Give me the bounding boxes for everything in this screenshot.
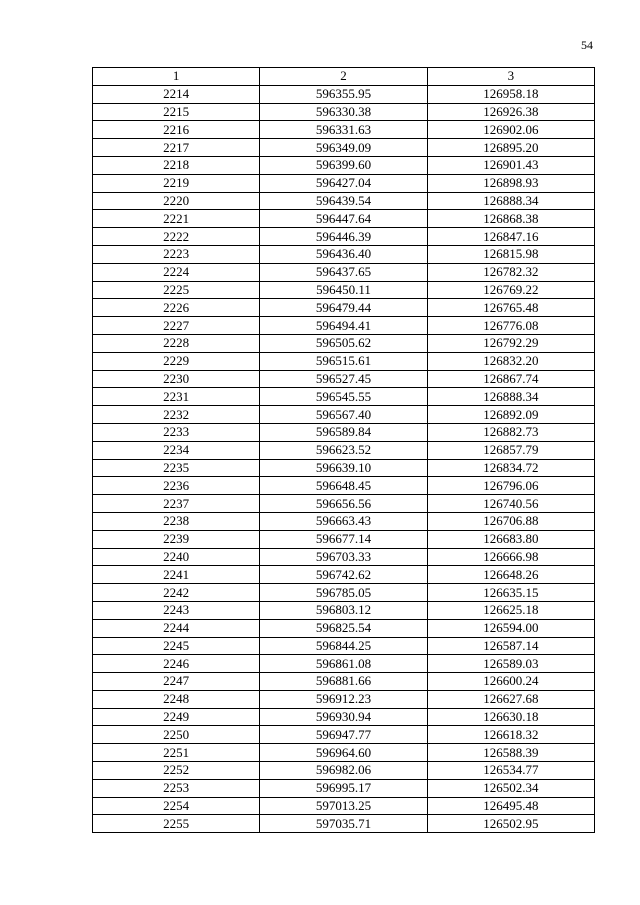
table-cell-col-1: 2242: [93, 584, 260, 602]
table-cell-col-3: 126765.48: [427, 299, 594, 317]
table-cell-col-2: 596881.66: [260, 673, 427, 691]
table-row: [93, 673, 595, 691]
table-cell-col-3: 126782.32: [427, 263, 594, 281]
table-cell-col-2: 596479.44: [260, 299, 427, 317]
table-cell-col-2: 596930.94: [260, 708, 427, 726]
table-cell-col-2: 596648.45: [260, 477, 427, 495]
table-cell-col-2: 596505.62: [260, 334, 427, 352]
table-cell-col-1: 2224: [93, 263, 260, 281]
table-cell-col-1: 2250: [93, 726, 260, 744]
table-cell-col-1: 2253: [93, 779, 260, 797]
table-cell-col-2: 596447.64: [260, 210, 427, 228]
table-cell-col-2: 596947.77: [260, 726, 427, 744]
table-cell-col-1: 2234: [93, 441, 260, 459]
table-cell-col-1: 2228: [93, 334, 260, 352]
table-cell-col-3: 126630.18: [427, 708, 594, 726]
table-cell-col-3: 126888.34: [427, 192, 594, 210]
table-cell-col-2: 596436.40: [260, 245, 427, 263]
table-cell-col-3: 126815.98: [427, 245, 594, 263]
table-cell-col-3: 126796.06: [427, 477, 594, 495]
table-row: [93, 263, 595, 281]
table-cell-col-1: 2238: [93, 512, 260, 530]
table-cell-col-2: 596803.12: [260, 601, 427, 619]
table-cell-col-3: 126832.20: [427, 352, 594, 370]
table-cell-col-1: 2237: [93, 495, 260, 513]
table-row: [93, 530, 595, 548]
table-cell-col-1: 2231: [93, 388, 260, 406]
table-cell-col-3: 126589.03: [427, 655, 594, 673]
table-row: [93, 245, 595, 263]
column-header-1: 1: [93, 68, 260, 86]
table-cell-col-1: 2232: [93, 406, 260, 424]
table-row: [93, 512, 595, 530]
table-cell-col-2: 597035.71: [260, 815, 427, 833]
table-cell-col-3: 126776.08: [427, 317, 594, 335]
table-cell-col-1: 2248: [93, 690, 260, 708]
table-row: [93, 637, 595, 655]
table-cell-col-1: 2218: [93, 156, 260, 174]
table-cell-col-2: 596330.38: [260, 103, 427, 121]
table-cell-col-1: 2221: [93, 210, 260, 228]
table-cell-col-3: 126648.26: [427, 566, 594, 584]
table-cell-col-3: 126706.88: [427, 512, 594, 530]
table-cell-col-3: 126635.15: [427, 584, 594, 602]
table-cell-col-1: 2254: [93, 797, 260, 815]
table-row: [93, 388, 595, 406]
table-row: [93, 726, 595, 744]
table-cell-col-1: 2236: [93, 477, 260, 495]
table-cell-col-3: 126534.77: [427, 762, 594, 780]
table-cell-col-3: 126588.39: [427, 744, 594, 762]
table-cell-col-1: 2215: [93, 103, 260, 121]
table-row: [93, 548, 595, 566]
table-cell-col-1: 2219: [93, 174, 260, 192]
table-row: [93, 228, 595, 246]
table-cell-col-1: 2243: [93, 601, 260, 619]
table-cell-col-1: 2255: [93, 815, 260, 833]
table-cell-col-2: 596494.41: [260, 317, 427, 335]
table-row: [93, 174, 595, 192]
table-cell-col-3: 126898.93: [427, 174, 594, 192]
table-cell-col-2: 596677.14: [260, 530, 427, 548]
table-cell-col-1: 2252: [93, 762, 260, 780]
table-cell-col-2: 596545.55: [260, 388, 427, 406]
table-cell-col-2: 596399.60: [260, 156, 427, 174]
table-cell-col-1: 2226: [93, 299, 260, 317]
table-cell-col-3: 126882.73: [427, 423, 594, 441]
table-row: [93, 103, 595, 121]
table-cell-col-2: 596515.61: [260, 352, 427, 370]
table-row: [93, 281, 595, 299]
table-cell-col-2: 596450.11: [260, 281, 427, 299]
table-cell-col-1: 2245: [93, 637, 260, 655]
table-row: [93, 815, 595, 833]
table-row: [93, 192, 595, 210]
table-cell-col-3: 126495.48: [427, 797, 594, 815]
table-cell-col-1: 2244: [93, 619, 260, 637]
table-cell-col-2: 596844.25: [260, 637, 427, 655]
table-row: [93, 334, 595, 352]
table-cell-col-2: 596982.06: [260, 762, 427, 780]
table-cell-col-1: 2227: [93, 317, 260, 335]
table-cell-col-3: 126666.98: [427, 548, 594, 566]
table-cell-col-2: 596437.65: [260, 263, 427, 281]
table-cell-col-3: 126625.18: [427, 601, 594, 619]
table-cell-col-3: 126740.56: [427, 495, 594, 513]
table-row: [93, 566, 595, 584]
table-cell-col-2: 596825.54: [260, 619, 427, 637]
table-cell-col-3: 126502.95: [427, 815, 594, 833]
table-row: [93, 139, 595, 157]
table-row: [93, 477, 595, 495]
column-header-3: 3: [427, 68, 594, 86]
table-cell-col-2: 596527.45: [260, 370, 427, 388]
table-cell-col-1: 2235: [93, 459, 260, 477]
table-row: [93, 370, 595, 388]
page-number: 54: [581, 38, 593, 52]
table-row: [93, 584, 595, 602]
table-cell-col-3: 126868.38: [427, 210, 594, 228]
table-cell-col-1: 2246: [93, 655, 260, 673]
table-row: [93, 423, 595, 441]
table-cell-col-2: 596861.08: [260, 655, 427, 673]
table-row: [93, 156, 595, 174]
table-cell-col-2: 596589.84: [260, 423, 427, 441]
table-cell-col-1: 2222: [93, 228, 260, 246]
table-row: [93, 299, 595, 317]
table-cell-col-3: 126600.24: [427, 673, 594, 691]
table-cell-col-3: 126895.20: [427, 139, 594, 157]
table-cell-col-2: 596663.43: [260, 512, 427, 530]
table-row: [93, 655, 595, 673]
table-cell-col-3: 126618.32: [427, 726, 594, 744]
table-cell-col-2: 596639.10: [260, 459, 427, 477]
table-row: [93, 708, 595, 726]
table-row: [93, 85, 595, 103]
table-row: [93, 210, 595, 228]
table-cell-col-1: 2225: [93, 281, 260, 299]
table-cell-col-2: 596355.95: [260, 85, 427, 103]
table-cell-col-2: 596349.09: [260, 139, 427, 157]
table-row: [93, 601, 595, 619]
table-cell-col-3: 126792.29: [427, 334, 594, 352]
table-cell-col-2: 596567.40: [260, 406, 427, 424]
table-cell-col-3: 126857.79: [427, 441, 594, 459]
table-cell-col-3: 126594.00: [427, 619, 594, 637]
table-cell-col-3: 126902.06: [427, 121, 594, 139]
table-cell-col-2: 596656.56: [260, 495, 427, 513]
table-row: [93, 459, 595, 477]
table-row: [93, 619, 595, 637]
table-cell-col-2: 596623.52: [260, 441, 427, 459]
table-cell-col-1: 2241: [93, 566, 260, 584]
table-row: [93, 762, 595, 780]
table-cell-col-1: 2217: [93, 139, 260, 157]
table-row: [93, 406, 595, 424]
table-cell-col-2: 596912.23: [260, 690, 427, 708]
table-row: [93, 317, 595, 335]
table-cell-col-2: 596995.17: [260, 779, 427, 797]
table-cell-col-2: 596742.62: [260, 566, 427, 584]
table-cell-col-2: 596439.54: [260, 192, 427, 210]
table-cell-col-1: 2251: [93, 744, 260, 762]
table-cell-col-3: 126587.14: [427, 637, 594, 655]
table-cell-col-2: 596446.39: [260, 228, 427, 246]
table-cell-col-3: 126888.34: [427, 388, 594, 406]
table-row: [93, 690, 595, 708]
table-row: [93, 121, 595, 139]
table-cell-col-2: 596785.05: [260, 584, 427, 602]
table-cell-col-2: 596427.04: [260, 174, 427, 192]
table-cell-col-3: 126769.22: [427, 281, 594, 299]
table-cell-col-1: 2216: [93, 121, 260, 139]
table-cell-col-3: 126834.72: [427, 459, 594, 477]
table-cell-col-3: 126847.16: [427, 228, 594, 246]
table-cell-col-2: 596703.33: [260, 548, 427, 566]
table-row: [93, 779, 595, 797]
table-cell-col-1: 2223: [93, 245, 260, 263]
table-cell-col-3: 126627.68: [427, 690, 594, 708]
table-cell-col-1: 2249: [93, 708, 260, 726]
table-cell-col-1: 2229: [93, 352, 260, 370]
table-row: [93, 352, 595, 370]
column-header-2: 2: [260, 68, 427, 86]
table-cell-col-3: 126958.18: [427, 85, 594, 103]
table-cell-col-3: 126867.74: [427, 370, 594, 388]
table-cell-col-1: 2230: [93, 370, 260, 388]
coordinates-table: [92, 67, 595, 833]
table-cell-col-1: 2220: [93, 192, 260, 210]
table-cell-col-2: 596331.63: [260, 121, 427, 139]
table-cell-col-3: 126926.38: [427, 103, 594, 121]
table-cell-col-3: 126502.34: [427, 779, 594, 797]
table-cell-col-3: 126683.80: [427, 530, 594, 548]
table-cell-col-3: 126901.43: [427, 156, 594, 174]
table-body: [93, 85, 595, 832]
table-cell-col-1: 2247: [93, 673, 260, 691]
table-row: [93, 744, 595, 762]
table-cell-col-1: 2239: [93, 530, 260, 548]
table-cell-col-1: 2240: [93, 548, 260, 566]
table-cell-col-1: 2214: [93, 85, 260, 103]
table-cell-col-2: 597013.25: [260, 797, 427, 815]
table-header-row: [93, 68, 595, 86]
table-cell-col-3: 126892.09: [427, 406, 594, 424]
table-row: [93, 797, 595, 815]
table-row: [93, 441, 595, 459]
table-cell-col-1: 2233: [93, 423, 260, 441]
table-row: [93, 495, 595, 513]
table-cell-col-2: 596964.60: [260, 744, 427, 762]
